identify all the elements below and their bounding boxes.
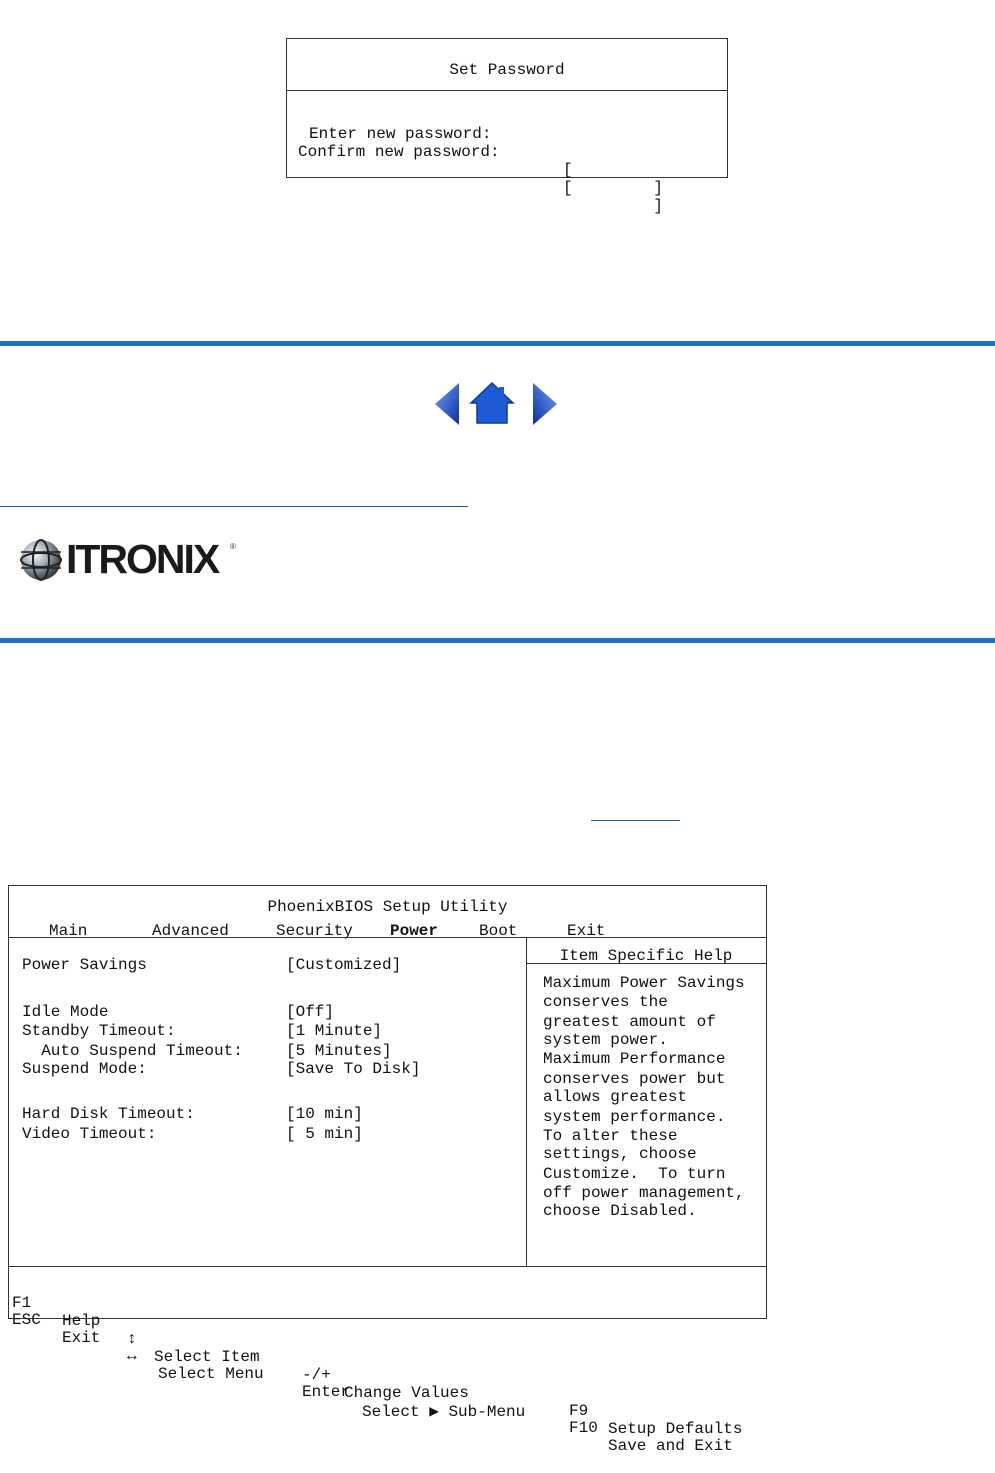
help-line: choose Disabled.: [543, 1202, 697, 1220]
key-f9: F9: [569, 1402, 589, 1420]
help-line: Maximum Power Savings: [543, 974, 745, 992]
key-updown-icon: ↕: [127, 1330, 137, 1348]
help-line: greatest amount of: [543, 1013, 716, 1031]
hard-disk-timeout-label: Hard Disk Timeout:: [22, 1105, 195, 1123]
help-line: off power management,: [543, 1184, 745, 1202]
confirm-password-row: [287, 125, 727, 215]
set-password-dialog: [286, 38, 728, 215]
power-savings-value[interactable]: [Customized]: [286, 956, 402, 974]
suspend-mode-value[interactable]: [Save To Disk]: [286, 1060, 421, 1078]
bios-title: PhoenixBIOS Setup Utility: [267, 898, 508, 916]
standby-timeout-label: Standby Timeout:: [22, 1022, 176, 1040]
itronix-logo: [18, 536, 248, 584]
help-line: Customize. To turn: [543, 1165, 726, 1183]
item-help-heading: Item Specific Help: [559, 947, 733, 965]
confirm-password-field[interactable]: [ ]: [563, 179, 663, 215]
enter-password-field[interactable]: [ ]: [563, 161, 663, 197]
help-line: system power.: [543, 1031, 668, 1049]
hard-disk-timeout-value[interactable]: [10 min]: [286, 1105, 363, 1123]
help-line: settings, choose: [543, 1145, 697, 1163]
menu-tab-boot[interactable]: Boot: [479, 922, 518, 940]
key-esc-desc: Exit: [62, 1329, 101, 1347]
globe-icon: [18, 538, 64, 582]
key-f1: F1: [12, 1294, 32, 1312]
key-enter: Enter: [302, 1383, 351, 1401]
key-plusminus: -/+: [302, 1366, 331, 1384]
standby-timeout-value[interactable]: [1 Minute]: [286, 1022, 383, 1040]
key-leftright-icon: ↔: [127, 1347, 137, 1365]
video-timeout-label: Video Timeout:: [22, 1125, 157, 1143]
help-line: conserves the: [543, 993, 668, 1011]
dialog-title: Set Password: [449, 61, 565, 79]
power-savings-label: Power Savings: [22, 956, 147, 974]
help-line: allows greatest: [543, 1088, 688, 1106]
help-line: system performance.: [543, 1108, 726, 1126]
menu-tab-security[interactable]: Security: [276, 922, 353, 940]
auto-suspend-timeout-label: Auto Suspend Timeout:: [22, 1042, 243, 1060]
logo-wordmark: ITRONIX: [66, 536, 219, 582]
help-line: To alter these: [543, 1127, 678, 1145]
bios-setup-screen: [8, 885, 767, 1455]
page-navigation: [433, 381, 561, 429]
dialog-divider: [287, 90, 727, 91]
idle-mode-label: Idle Mode: [22, 1003, 109, 1021]
footer-rule: [9, 1266, 766, 1267]
registered-mark: ®: [230, 542, 236, 551]
menu-bar-rule: [9, 937, 766, 938]
key-updown-desc: Select Item: [154, 1348, 260, 1366]
bottom-divider: [0, 638, 995, 643]
help-line: Maximum Performance: [543, 1050, 726, 1068]
menu-tab-advanced[interactable]: Advanced: [152, 922, 229, 940]
left-arrow-icon[interactable]: [433, 381, 461, 427]
short-link-underline[interactable]: [591, 820, 680, 821]
menu-tab-power[interactable]: Power: [390, 922, 439, 940]
key-f9-desc: Setup Defaults: [608, 1420, 743, 1438]
enter-password-label: Enter new password:: [309, 125, 492, 143]
key-f1-desc: Help: [62, 1312, 101, 1330]
help-heading-rule: [526, 963, 766, 964]
help-panel-divider: [526, 937, 527, 1267]
suspend-mode-label: Suspend Mode:: [22, 1060, 147, 1078]
home-icon[interactable]: [469, 381, 515, 425]
key-plusminus-desc: Change Values: [344, 1384, 469, 1402]
link-underline[interactable]: [0, 506, 468, 507]
key-esc: ESC: [12, 1311, 41, 1329]
key-f10-desc: Save and Exit: [608, 1437, 733, 1455]
video-timeout-value[interactable]: [ 5 min]: [286, 1125, 363, 1143]
right-arrow-icon[interactable]: [531, 381, 559, 427]
menu-tab-exit[interactable]: Exit: [567, 922, 606, 940]
top-divider: [0, 341, 995, 346]
help-line: conserves power but: [543, 1070, 726, 1088]
key-leftright-desc: Select Menu: [158, 1365, 264, 1383]
menu-tab-main[interactable]: Main: [49, 922, 88, 940]
key-f10: F10: [569, 1419, 598, 1437]
confirm-password-label: Confirm new password:: [298, 143, 500, 161]
idle-mode-value[interactable]: [Off]: [286, 1003, 335, 1021]
key-enter-desc: Select ▶ Sub-Menu: [362, 1403, 526, 1421]
auto-suspend-timeout-value[interactable]: [5 Minutes]: [286, 1042, 392, 1060]
